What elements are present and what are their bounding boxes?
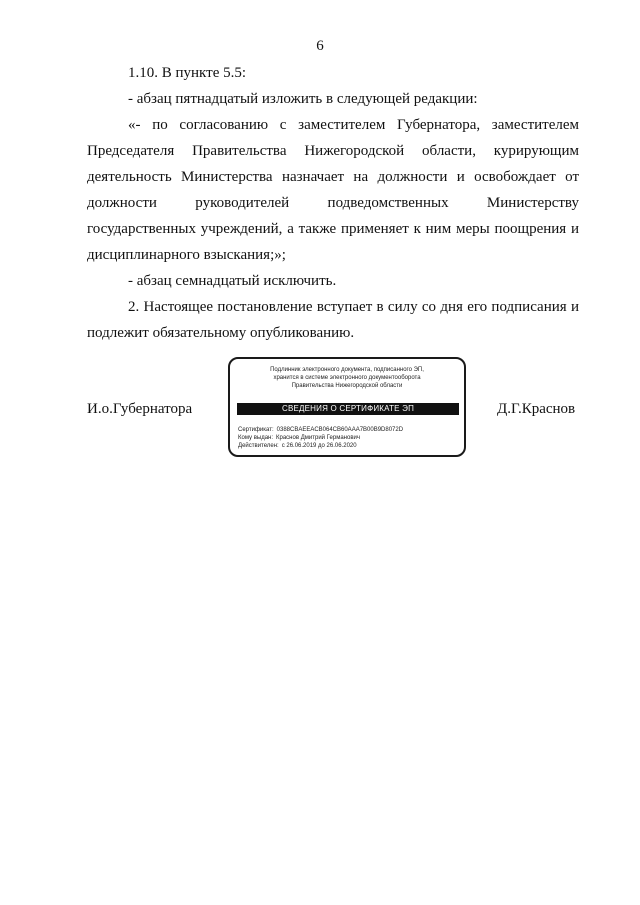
stamp-header-line: хранится в системе электронного документооборота bbox=[273, 375, 421, 381]
paragraph-line: 1.10. В пункте 5.5: bbox=[128, 65, 247, 81]
paragraph-line: 2. Настоящее постановление вступает в силу со дня его подписания и bbox=[128, 299, 579, 315]
certificate-value: 0388CBAEEACB064CB60AAA7B00B9D8072D bbox=[276, 427, 404, 433]
stamp-header-line: Подлинник электронного документа, подписанного ЭП, bbox=[270, 367, 424, 373]
validity-label: Действителен: bbox=[238, 443, 279, 449]
certificate-label: Сертификат: bbox=[238, 427, 274, 433]
paragraph-line: государственных учреждений, а также применяет к ним меры поощрения и bbox=[87, 221, 579, 237]
paragraph-line: дисциплинарного взыскания;»; bbox=[87, 247, 286, 263]
paragraph-line: «- по согласованию с заместителем Губернатора, заместителем bbox=[128, 117, 579, 133]
stamp-header bbox=[230, 366, 464, 390]
stamp-header-line: Правительства Нижегородской области bbox=[291, 383, 403, 389]
issued-to-row bbox=[238, 434, 403, 442]
paragraph-line: Председателя Правительства Нижегородской области, курирующим bbox=[87, 143, 579, 159]
stamp-details bbox=[238, 426, 403, 450]
paragraph-line: деятельность Министерства назначает на должности и освобождает от bbox=[87, 169, 579, 185]
paragraph-line: - абзац пятнадцатый изложить в следующей редакции: bbox=[128, 91, 478, 107]
paragraph-line: должности руководителей подведомственных Министерству bbox=[87, 195, 579, 211]
paragraph-line: - абзац семнадцатый исключить. bbox=[128, 273, 337, 289]
digital-signature-stamp bbox=[228, 357, 466, 457]
validity-value: с 26.06.2019 до 26.06.2020 bbox=[281, 443, 357, 449]
validity-row bbox=[238, 442, 403, 450]
certificate-row bbox=[238, 426, 403, 434]
page-number: 6 bbox=[316, 38, 324, 54]
signatory-position: И.о.Губернатора bbox=[87, 401, 193, 417]
issued-to-value: Краснов Дмитрий Германович bbox=[276, 435, 360, 441]
paragraph-line: подлежит обязательному опубликованию. bbox=[87, 325, 355, 341]
stamp-title: СВЕДЕНИЯ О СЕРТИФИКАТЕ ЭП bbox=[237, 403, 459, 415]
signatory-name: Д.Г.Краснов bbox=[497, 401, 576, 417]
issued-to-label: Кому выдан: bbox=[238, 435, 274, 441]
